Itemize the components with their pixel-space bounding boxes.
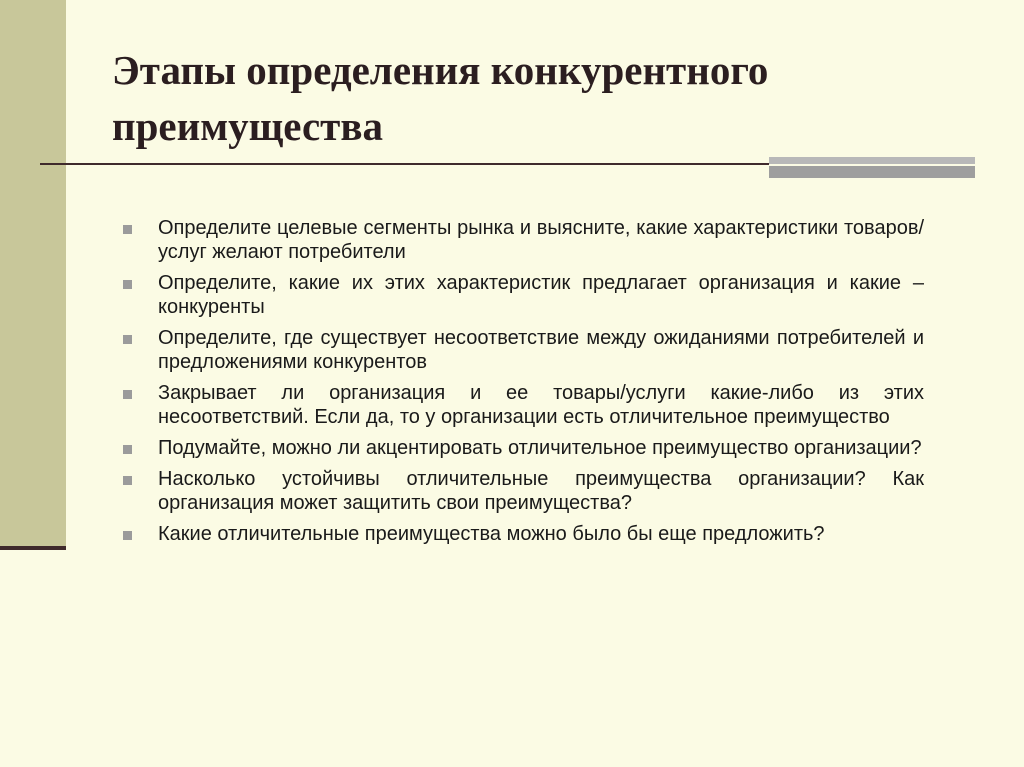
square-bullet-icon (123, 225, 132, 234)
bullet-item-4 (120, 381, 924, 429)
bullet-text: Определите, где существует несоответствие между ожиданиями потребителей и предложениями конкурентов (158, 327, 924, 373)
bullet-text: Насколько устойчивы отличительные преимущества организации? Как организация может защитить свои преимущества? (158, 468, 924, 514)
bullet-text: Закрывает ли организация и ее товары/услуги какие-либо из этих несоответствий. Если да, то у организации есть отличительное преимущество (158, 382, 924, 428)
square-bullet-icon (123, 335, 132, 344)
square-bullet-icon (123, 280, 132, 289)
square-bullet-icon (123, 476, 132, 485)
square-bullet-icon (123, 390, 132, 399)
bullet-text: Определите целевые сегменты рынка и выясните, какие характеристики товаров/услуг желают потребители (158, 217, 924, 263)
bullet-item-6 (120, 467, 924, 515)
bullet-text: Какие отличительные преимущества можно было бы еще предложить? (158, 523, 825, 545)
bullet-item-3 (120, 326, 924, 374)
bullet-item-2 (120, 271, 924, 319)
bullet-item-7 (120, 522, 924, 546)
bullet-item-5 (120, 436, 924, 460)
slide-title: Этапы определения конкурентного преимущества (112, 47, 769, 149)
title-accent-stripe (769, 157, 975, 178)
bullet-text: Определите, какие их этих характеристик предлагает организация и какие – конкуренты (158, 272, 924, 318)
bullet-item-1 (120, 216, 924, 264)
left-bar-rule (0, 546, 66, 550)
left-decorative-bar (0, 0, 66, 546)
square-bullet-icon (123, 531, 132, 540)
square-bullet-icon (123, 445, 132, 454)
bullet-text: Подумайте, можно ли акцентировать отличительное преимущество организации? (158, 437, 922, 459)
bullet-list (120, 216, 924, 553)
